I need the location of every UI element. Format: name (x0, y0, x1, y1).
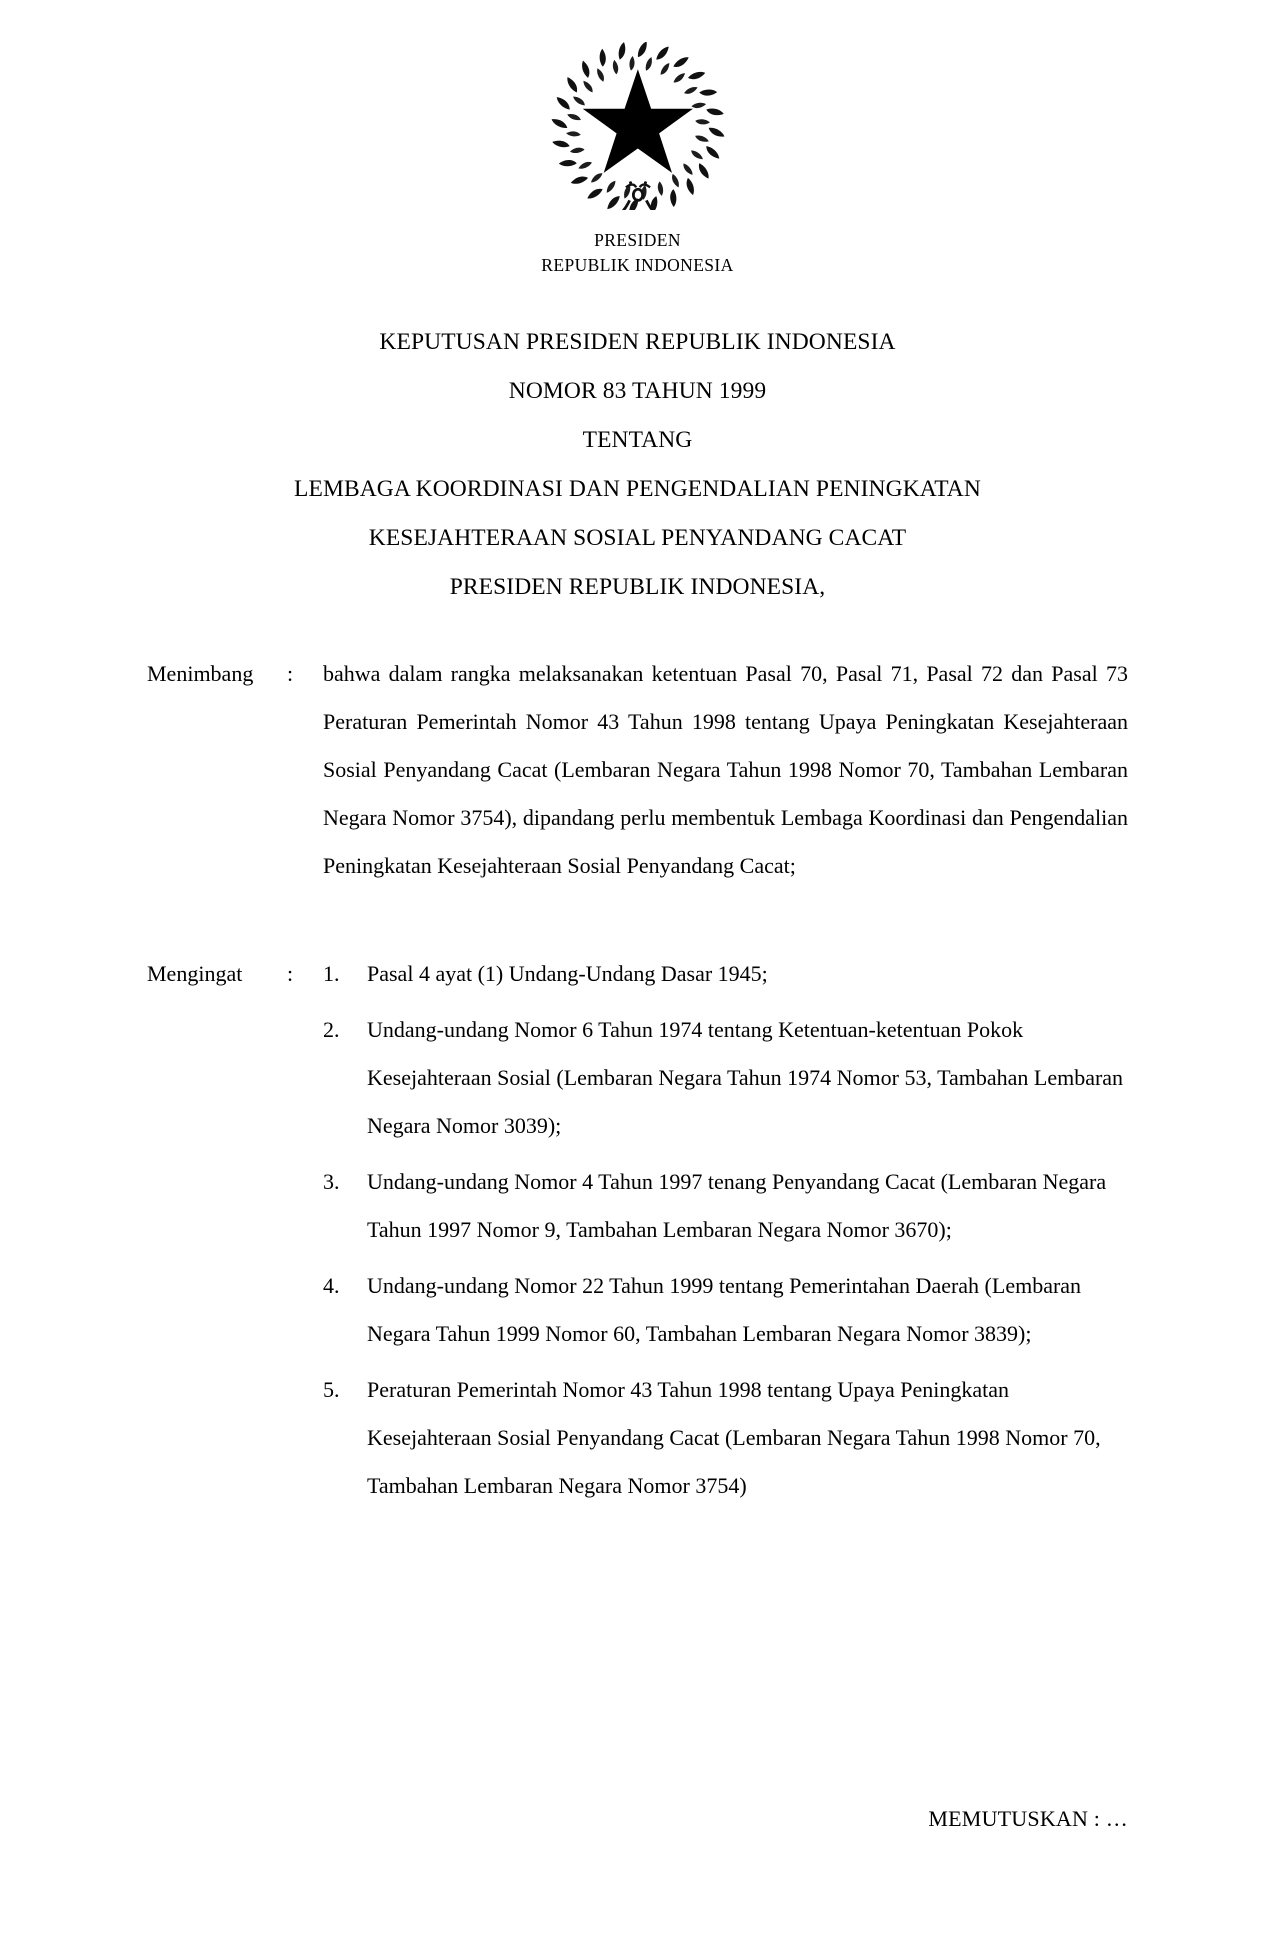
mengingat-list (323, 950, 1128, 1510)
list-item (323, 1262, 1128, 1358)
menimbang-colon: : (287, 661, 294, 686)
list-item-number: 2. (323, 1017, 340, 1042)
header-line-republik-indonesia: REPUBLIK INDONESIA (541, 254, 734, 275)
title-keputusan-presiden: KEPUTUSAN PRESIDEN REPUBLIK INDONESIA (379, 329, 896, 355)
document-title-block (0, 318, 1275, 612)
list-item (323, 950, 1128, 998)
document-body (147, 650, 1128, 1510)
section-gap (147, 890, 1128, 950)
list-item (323, 1366, 1128, 1510)
garuda-star-wreath-emblem (545, 42, 731, 210)
list-item (323, 1158, 1128, 1254)
list-item-number: 1. (323, 961, 340, 986)
list-item-text: Pasal 4 ayat (1) Undang-Undang Dasar 1945; (367, 961, 768, 986)
title-presiden-ri: PRESIDEN REPUBLIK INDONESIA, (449, 574, 826, 600)
title-tentang: TENTANG (582, 427, 693, 453)
clause-mengingat (147, 950, 1128, 1510)
list-item-text: Undang-undang Nomor 6 Tahun 1974 tentang Ketentuan-ketentuan Pokok Kesejahteraan Sosial (Lembaran Negara Tahun 1974 Nomor 53, Tambahan Lembaran Negara Nomor 3039); (367, 1017, 1124, 1138)
mengingat-colon: : (287, 961, 294, 986)
title-subject-line-2: KESEJAHTERAAN SOSIAL PENYANDANG CACAT (368, 525, 907, 551)
mengingat-body (323, 950, 1128, 1510)
list-item-number: 3. (323, 1169, 340, 1194)
clause-menimbang (147, 650, 1128, 890)
mengingat-label: Mengingat (147, 961, 243, 986)
menimbang-paragraph: bahwa dalam rangka melaksanakan ketentuan Pasal 70, Pasal 71, Pasal 72 dan Pasal 73 Peraturan Pemerintah Nomor 43 Tahun 1998 tentang Upaya Peningkatan Kesejahteraan Sosial Penyandang Cacat (Lembaran Negara Tahun 1998 Nomor 70, Tambahan Lembaran Negara Nomor 3754), dipandang perlu membentuk Lembaga Koordinasi dan Pengendalian Peningkatan Kesejahteraan Sosial Penyandang Cacat; (323, 661, 1128, 878)
document-header (0, 228, 1275, 278)
header-line-presiden: PRESIDEN (594, 230, 681, 250)
list-item-text: Peraturan Pemerintah Nomor 43 Tahun 1998 tentang Upaya Peningkatan Kesejahteraan Sosial Penyandang Cacat (Lembaran Negara Tahun 1998 Nomor 70, Tambahan Lembaran Negara Nomor 3754) (367, 1377, 1101, 1498)
list-item-text: Undang-undang Nomor 22 Tahun 1999 tentang Pemerintahan Daerah (Lembaran Negara Tahun 1999 Nomor 60, Tambahan Lembaran Negara Nomor 3839); (367, 1273, 1082, 1346)
emblem-container (0, 42, 1275, 210)
title-subject-line-1: LEMBAGA KOORDINASI DAN PENGENDALIAN PENINGKATAN (294, 476, 981, 502)
memutuskan-continuation: MEMUTUSKAN : … (928, 1806, 1128, 1831)
menimbang-body (323, 650, 1128, 890)
menimbang-label: Menimbang (147, 661, 254, 686)
page-footer (0, 1806, 1128, 1832)
list-item-number: 4. (323, 1273, 340, 1298)
star-icon (582, 69, 692, 173)
list-item-text: Undang-undang Nomor 4 Tahun 1997 tenang Penyandang Cacat (Lembaran Negara Tahun 1997 Nomor 9, Tambahan Lembaran Negara Nomor 3670); (367, 1169, 1107, 1242)
list-item (323, 1006, 1128, 1150)
list-item-number: 5. (323, 1377, 340, 1402)
title-nomor-tahun: NOMOR 83 TAHUN 1999 (508, 378, 767, 404)
